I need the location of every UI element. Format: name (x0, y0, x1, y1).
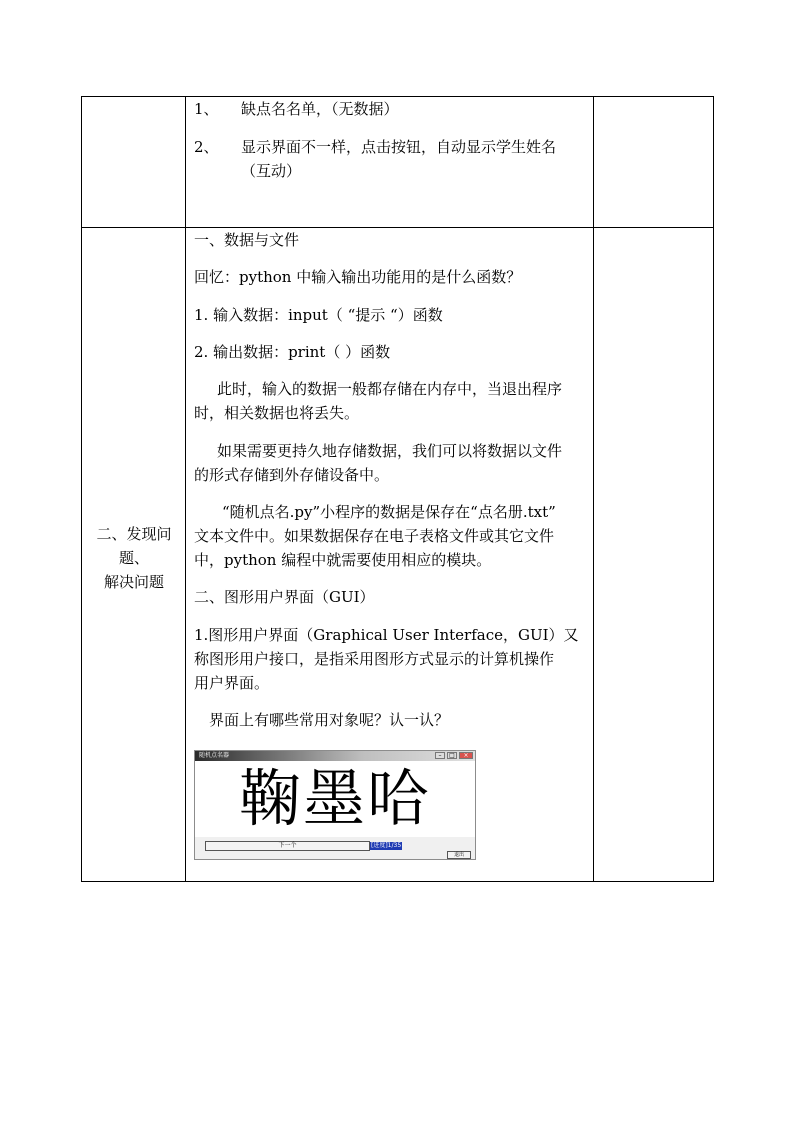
para3-line3: 中，python 编程中就需要使用相应的模块。 (194, 551, 492, 569)
objects-question: 界面上有哪些常用对象呢？认一认？ (209, 711, 450, 729)
gui-definition-line3: 用户界面。 (194, 674, 270, 692)
output-line: 2. 输出数据：print（ ）函数 (194, 343, 391, 361)
gui-name-display (195, 761, 475, 837)
gui-window-controls (435, 752, 473, 759)
item1-number: 1、 (194, 100, 219, 118)
section1-title: 一、数据与文件 (194, 231, 300, 249)
section2-title: 二、图形用户界面（GUI） (194, 588, 375, 606)
para1-line2: 时，相关数据也将丢失。 (194, 404, 360, 422)
gui-next-button[interactable]: 下一个 (205, 841, 370, 851)
gui-title-bar (195, 751, 475, 761)
para3-line1: “随机点名.py”小程序的数据是保存在“点名册.txt” (222, 503, 556, 521)
section-label-line2: 解决问题 (103, 573, 164, 591)
column-divider-1 (185, 97, 186, 881)
para2-line2: 的形式存储到外存储设备中。 (194, 466, 390, 484)
section-label (82, 522, 186, 594)
recall-question: 回忆：python 中输入输出功能用的是什么函数？ (194, 268, 522, 286)
para2-line1: 如果需要更持久地存储数据，我们可以将数据以文件 (217, 442, 563, 460)
para1-line1: 此时，输入的数据一般都存储在内存中，当退出程序 (217, 380, 563, 398)
gui-window-title: 随机点名器 (199, 752, 230, 759)
maximize-icon[interactable]: □ (447, 752, 457, 759)
item2-number: 2、 (194, 138, 219, 156)
gui-definition-line2: 称图形用户接口，是指采用图形方式显示的计算机操作 (194, 650, 555, 668)
section-label-line1: 二、发现问题、 (96, 525, 172, 567)
input-line: 1. 输入数据：input（ “提示 “）函数 (194, 306, 443, 324)
item2-text-line1: 显示界面不一样，点击按钮，自动显示学生姓名 (241, 138, 557, 156)
minimize-icon[interactable]: – (435, 752, 445, 759)
gui-displayed-name: 鞠墨哈 (238, 762, 431, 835)
close-icon[interactable]: × (459, 752, 473, 759)
item1-text: 缺点名名单，（无数据） (241, 100, 399, 118)
para3-line2: 文本文件中。如果数据保存在电子表格文件或其它文件 (194, 527, 555, 545)
gui-quit-button[interactable]: 退出 (447, 851, 471, 859)
gui-progress-label: [进度]1/35 (371, 842, 402, 849)
column-divider-2 (593, 97, 594, 881)
item2-text-line2: （互动） (241, 162, 302, 180)
row-divider (82, 227, 713, 228)
gui-screenshot (194, 750, 476, 860)
gui-definition-line1: 1.图形用户界面（Graphical User Interface，GUI）又 (194, 626, 579, 644)
